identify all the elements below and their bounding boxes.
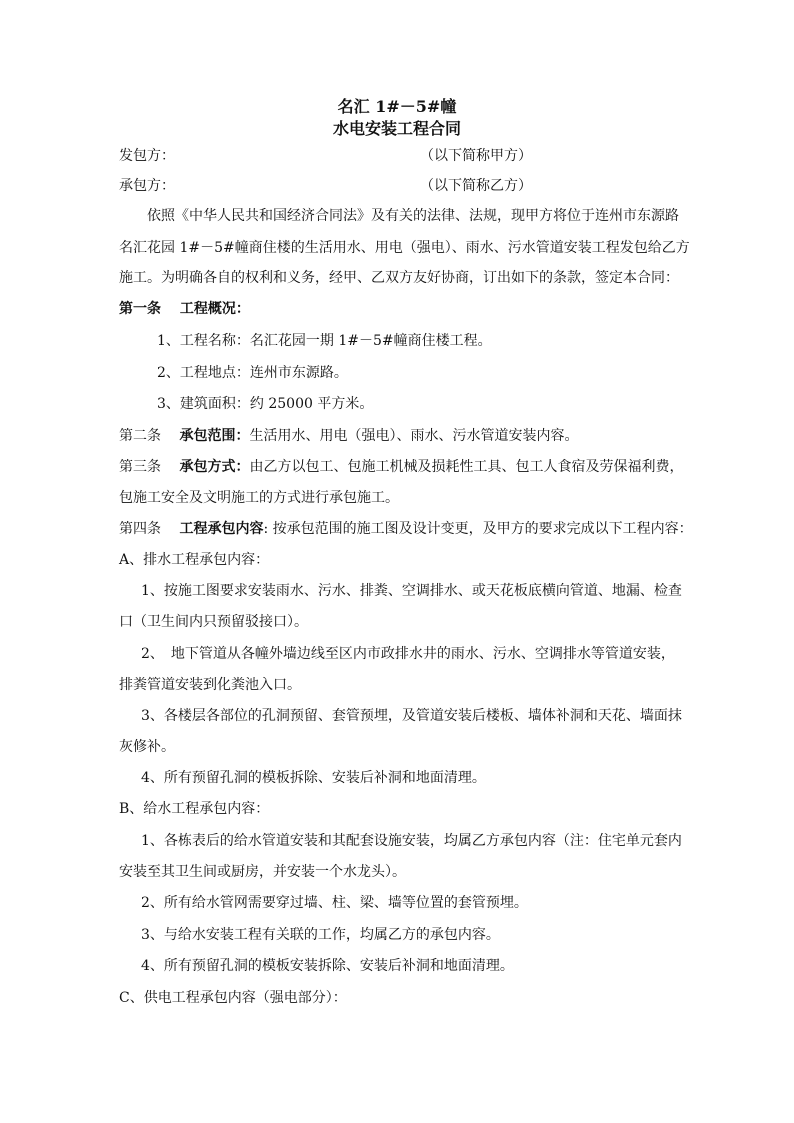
article4-text: : 按承包范围的施工图及设计变更，及甲方的要求完成以下工程内容：	[263, 521, 693, 537]
section-b-item3: 3、与给水安装工程有关联的工作，均属乙方的承包内容。	[141, 927, 500, 943]
section-a-item1-line1: 1、按施工图要求安装雨水、污水、排粪、空调排水、或天花板底横向管道、地漏、检查	[141, 583, 682, 599]
section-b-item1-line1: 1、各栋表后的给水管道安装和其配套设施安装，均属乙方承包内容（注：住宅单元套内	[141, 833, 682, 849]
article4-heading: 工程承包内容	[179, 521, 264, 537]
section-a-item2-line1: 2、 地下管道从各幢外墙边线至区内市政排水井的雨水、污水、空调排水等管道安装，	[141, 646, 675, 662]
section-b-item4: 4、所有预留孔洞的模板安装拆除、安装后补洞和地面清理。	[141, 958, 514, 974]
section-a-heading: A、排水工程承包内容：	[119, 552, 270, 568]
section-b-item2: 2、所有给水管网需要穿过墙、柱、梁、墙等位置的套管预埋。	[141, 895, 528, 911]
article3	[119, 457, 683, 477]
article4-label: 第四条	[119, 521, 180, 537]
article2-text: 生活用水、用电（强电）、雨水、污水管道安装内容。	[249, 428, 579, 444]
section-a-item1-line2: 口（卫生间内只预留驳接口）。	[119, 614, 308, 630]
section-a-item2-line2: 排粪管道安装到化粪池入口。	[119, 677, 301, 693]
section-a-item3-line2: 灰修补。	[119, 739, 175, 755]
article2-label: 第二条	[119, 428, 180, 444]
intro-line-1: 依照《中华人民共和国经济合同法》及有关的法律、法规，现甲方将位于连州市东源路	[147, 208, 679, 224]
article1-heading: 第一条 工程概况：	[119, 301, 250, 317]
article3-text-2: 包施工安全及文明施工的方式进行承包施工。	[119, 490, 399, 506]
document-title-line2: 水电安装工程合同	[332, 119, 461, 138]
article3-text-1: 由乙方以包工、包施工机械及损耗性工具、包工人食宿及劳保福利费，	[249, 459, 684, 475]
article1-item-3: 3、建筑面积：约 25000 平方米。	[157, 396, 374, 412]
contractor-note: （以下简称乙方）	[420, 178, 532, 194]
intro-line-2: 名汇花园 1#－5#幢商住楼的生活用水、用电（强电）、雨水、污水管道安装工程发包给乙方	[119, 240, 690, 256]
article1-item-2: 2、工程地点：连州市东源路。	[157, 365, 348, 381]
section-a-item3-line1: 3、各楼层各部位的孔洞预留、套管预埋，及管道安装后楼板、墙体补洞和天花、墙面抹	[141, 708, 682, 724]
article2	[119, 426, 578, 446]
intro-line-3: 施工。为明确各自的权利和义务，经甲、乙双方友好协商，订出如下的条款，签定本合同：	[119, 270, 679, 286]
contractor-label: 承包方：	[119, 178, 175, 194]
employer-note: （以下简称甲方）	[420, 148, 532, 164]
article1-item-1: 1、工程名称：名汇花园一期 1#－5#幢商住楼工程。	[157, 333, 492, 349]
section-b-heading: B、给水工程承包内容：	[119, 801, 270, 817]
document-title-line1: 名汇 1#－5#幢	[337, 97, 457, 116]
article3-label: 第三条	[119, 459, 180, 475]
article4	[119, 519, 693, 539]
section-c-heading: C、供电工程承包内容（强电部分）：	[119, 990, 347, 1006]
article3-heading: 承包方式：	[179, 459, 250, 475]
section-b-item1-line2: 安装至其卫生间或厨房，并安装一个水龙头）。	[119, 864, 406, 880]
article2-heading: 承包范围：	[179, 428, 250, 444]
section-a-item4: 4、所有预留孔洞的模板拆除、安装后补洞和地面清理。	[141, 770, 486, 786]
employer-label: 发包方：	[119, 148, 175, 164]
